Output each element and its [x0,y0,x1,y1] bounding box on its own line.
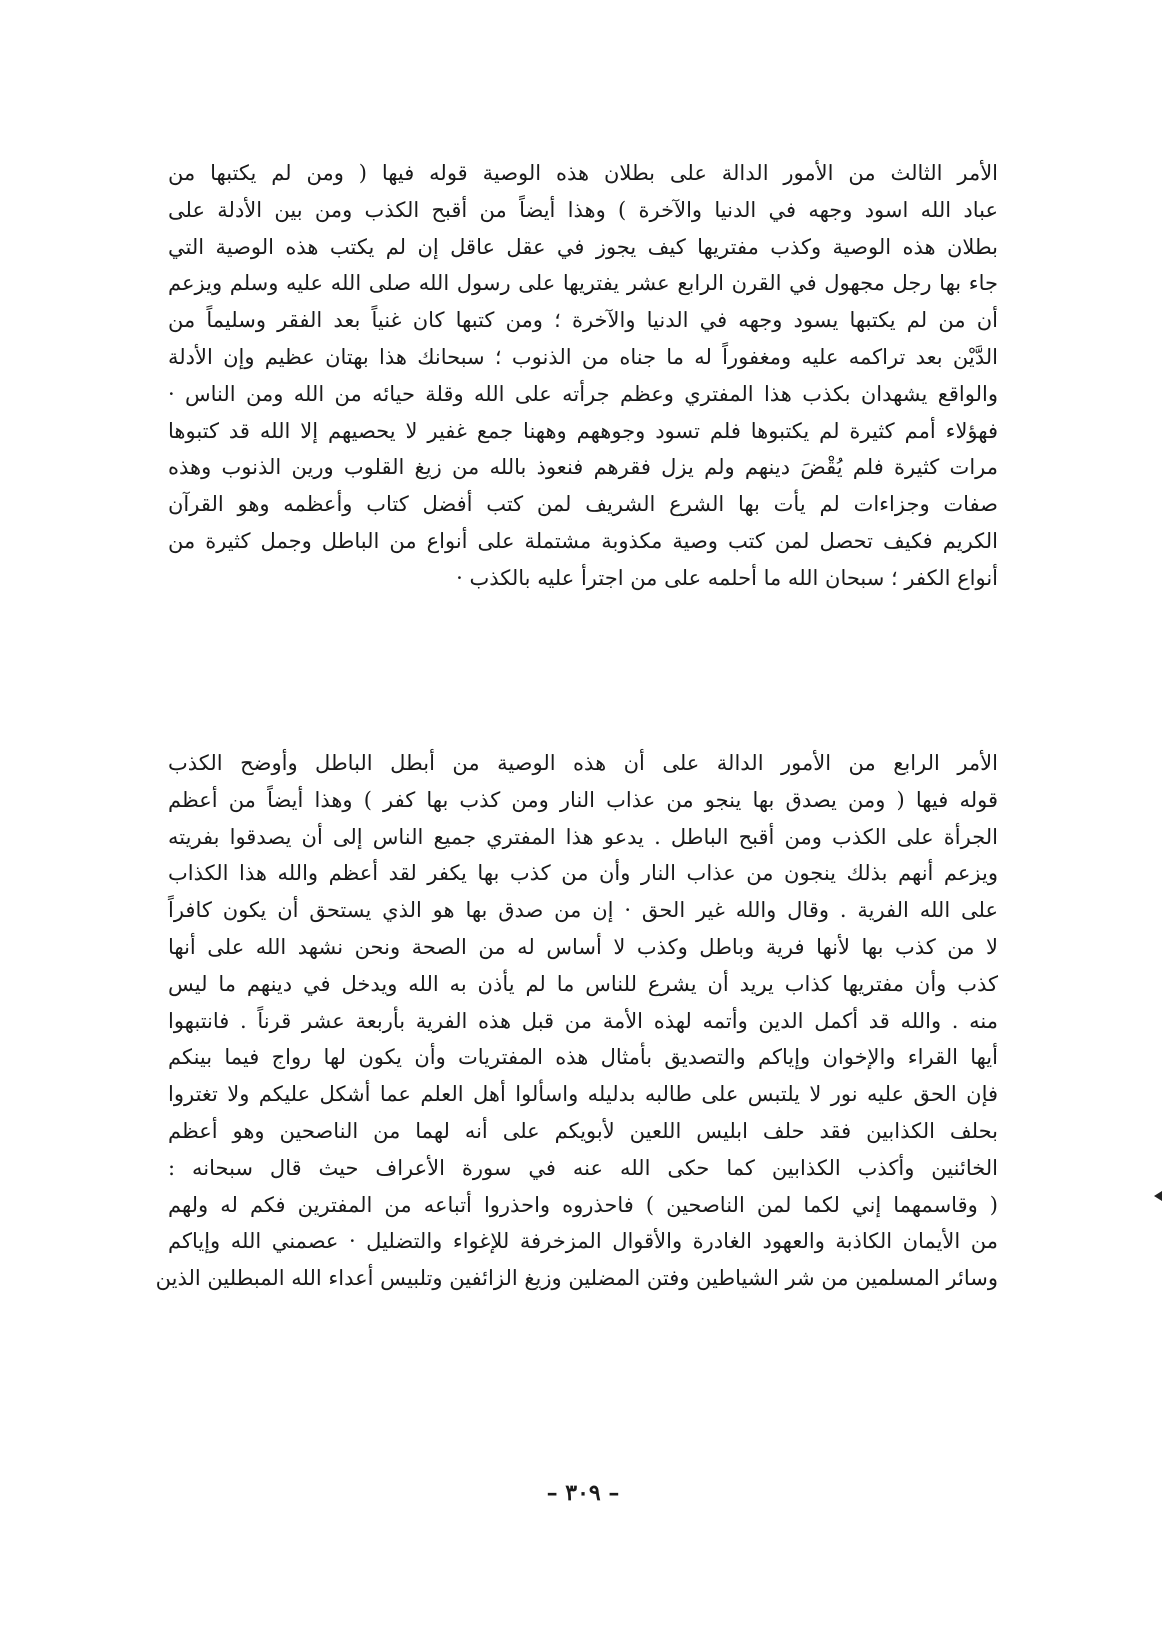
text-line: الأمر الثالث من الأمور الدالة على بطلان هذه الوصية قوله فيها ( ومن لم يكتبها من [168,161,999,185]
text-line: بطلان هذه الوصية وكذب مفتريها كيف يجوز في عقل عاقل إن لم يكتب هذه الوصية التي [168,234,998,259]
text-line: بحلف الكذابين فقد حلف ابليس اللعين لأبويكم على أنه لهما من الناصحين وهو أعظم [168,1118,998,1143]
quran-quote-line: ( وقاسمهما إني لكما لمن الناصحين ) فاحذروه واحذروا أتباعه من المفترين فكم له ولهم [168,1192,998,1217]
text-line: أن من لم يكتبها يسود وجهه في الدنيا والآخرة ؛ ومن كتبها كان غنياً بعد الفقر وسليماً من [168,308,998,333]
page-number: – ٣٠٩ – [546,1480,620,1506]
text-line: مرات كثيرة فلم يُقْضَ دينهم ولم يزل فقرهم فنعوذ بالله من زيغ القلوب ورين الذنوب وهذه [168,455,998,480]
text-line: عباد الله اسود وجهه في الدنيا والآخرة ) وهذا أيضاً من أقبح الكذب ومن بين الأدلة على [168,197,998,222]
text-line: وسائر المسلمين من شر الشياطين وفتن المضلين وزيغ الزائفين وتلبيس أعداء الله المبطلين الذين [155,1266,998,1291]
text-line: الجرأة على الكذب ومن أقبح الباطل . يدعو هذا المفتري جميع الناس إلى أن يصدقوا بفريته [168,824,998,849]
text-line: فإن الحق عليه نور لا يلتبس على طالبه بدليله واسألوا أهل العلم عما أشكل عليكم ولا تغتروا [168,1082,998,1107]
paragraph-third-matter [168,155,998,597]
text-line: أيها القراء والإخوان وإياكم والتصديق بأمثال هذه المفتريات وأن يكون لها رواج فيما بينكم [168,1045,998,1070]
text-line: صفات وجزاءات لم يأت بها الشرع الشريف لمن كتب أفضل كتاب وأعظمه وهو القرآن [168,492,998,517]
text-line: الأمر الرابع من الأمور الدالة على أن هذه الوصية من أبطل الباطل وأوضح الكذب [168,751,998,775]
paragraph-fourth-matter [155,745,998,1297]
text-line: الكريم فكيف تحصل لمن كتب وصية مكذوبة مشتملة على أنواع من الباطل وجمل كثيرة من [168,528,998,553]
text-line: كذب وأن مفتريها كذاب يريد أن يشرع للناس ما لم يأذن به الله ويدخل في دينهم ما ليس [168,971,998,996]
text-line: والواقع يشهدان بكذب هذا المفتري وعظم جرأته على الله وقلة حيائه من الله ومن الناس · [168,381,998,406]
text-line: الخائنين وأكذب الكذابين كما حكى الله عنه في سورة الأعراف حيث قال سبحانه : [168,1155,998,1180]
margin-mark [1154,1191,1162,1201]
text-line: الدَّيْن بعد تراكمه عليه ومغفوراً له ما جناه من الذنوب ؛ سبحانك هذا بهتان عظيم وإن الأدلة [168,344,998,369]
text-line: على الله الفرية . وقال والله غير الحق · إن من صدق بها هو الذي يستحق أن يكون كافراً [168,898,998,923]
text-line: ويزعم أنهم بذلك ينجون من عذاب النار وأن من كذب بها يكفر لقد أعظم والله هذا الكذاب [168,861,998,886]
text-line: من الأيمان الكاذبة والعهود الغادرة والأقوال المزخرفة للإغواء والتضليل · عصمني الله وإياكم [168,1229,998,1254]
text-line: لا من كذب بها لأنها فرية وباطل وكذب لا أساس له من الصحة ونحن نشهد الله على أنها [168,934,998,959]
text-line: فهؤلاء أمم كثيرة لم يكتبوها فلم تسود وجوههم وههنا جمع غفير لا يحصيهم إلا الله قد كتبوها [168,418,998,443]
text-line: أنواع الكفر ؛ سبحان الله ما أحلمه على من اجترأ عليه بالكذب · [456,565,998,590]
text-line: قوله فيها ( ومن يصدق بها ينجو من عذاب النار ومن كذب بها كفر ) وهذا أيضاً من أعظم [168,787,998,812]
text-line: جاء بها رجل مجهول في القرن الرابع عشر يفتريها على رسول الله صلى الله عليه وسلم ويزعم [168,271,998,296]
text-line: منه . والله قد أكمل الدين وأتمه لهذه الأمة من قبل هذه الفرية بأربعة عشر قرناً . فانتبهوا [168,1008,998,1033]
